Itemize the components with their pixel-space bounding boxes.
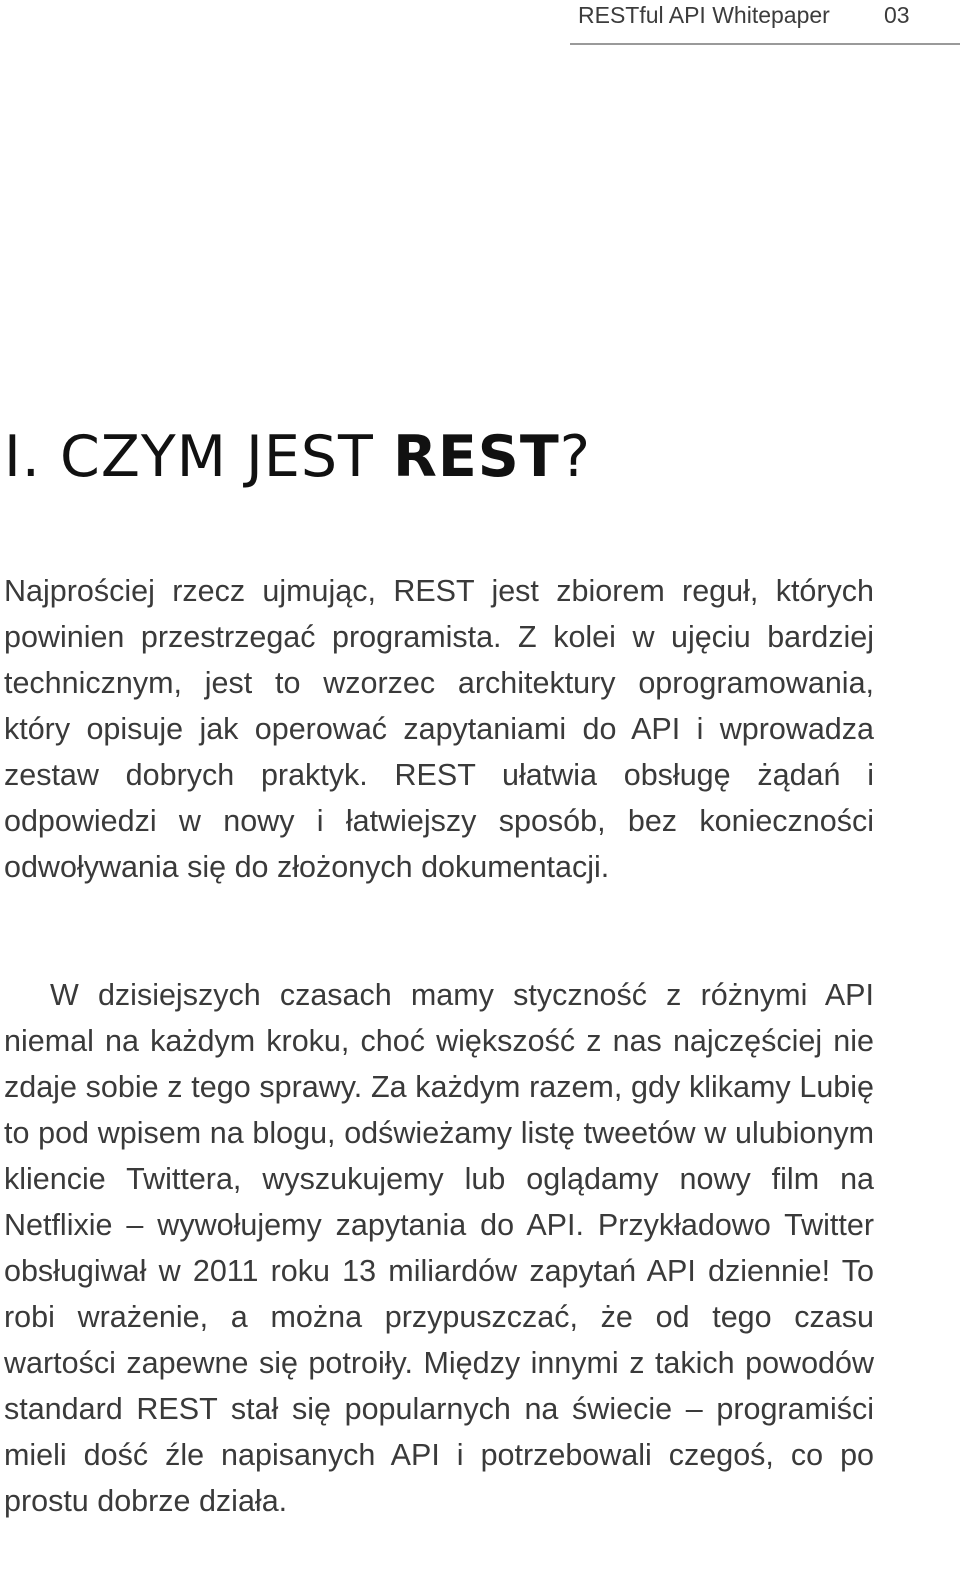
header-divider: [570, 43, 960, 45]
paragraph-intro: Najprościej rzecz ujmując, REST jest zbiorem reguł, których powinien przestrzegać programista. Z kolei w ujęciu bardziej technicznym, jest to wzorzec architektury oprogramowania, który opisuje jak operować zapytaniami do API i wprowadza zestaw dobrych praktyk. REST ułatwia obsługę żądań i odpowiedzi w nowy i łatwiejszy sposób, bez konieczności odwoływania się do złożonych dokumentacji.: [4, 574, 874, 884]
page-header: [570, 0, 960, 46]
chapter-title-suffix: ?: [559, 424, 591, 490]
page-number: 03: [884, 2, 910, 28]
paragraph-api-usage: W dzisiejszych czasach mamy styczność z różnymi API niemal na każdym kroku, choć większość z nas najczęściej nie zdaje sobie z tego sprawy. Za każdym razem, gdy klikamy Lubię to pod wpisem na blogu, odświeżamy listę tweetów w ulubionym kliencie Twittera, wyszukujemy lub oglądamy nowy film na Netflixie – wywołujemy zapytania do API. Przykładowo Twitter obsługiwał w 2011 roku 13 miliardów zapytań API dziennie! To robi wrażenie, a można przypuszczać, że od tego czasu wartości zapewne się potroiły. Między innymi z takich powodów standard REST stał się popularnych na świecie – programiści mieli dość źle napisanych API i potrzebowali czegoś, co po prostu dobrze działa.: [4, 978, 874, 1518]
chapter-title: [4, 424, 591, 490]
chapter-title-prefix: I. CZYM JEST: [4, 424, 393, 490]
document-title: RESTful API Whitepaper: [578, 2, 830, 28]
chapter-title-emphasis: REST: [392, 424, 560, 490]
